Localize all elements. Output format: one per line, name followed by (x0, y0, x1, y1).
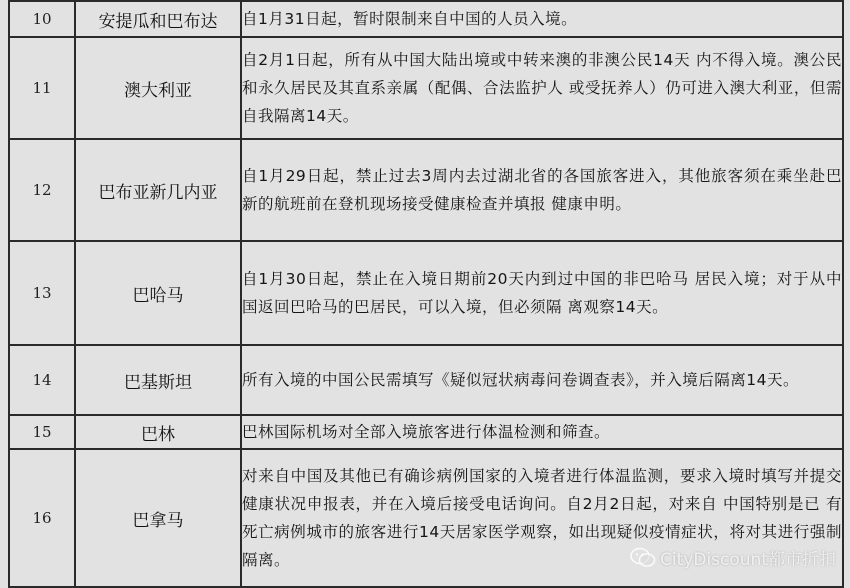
row-number: 16 (9, 449, 75, 587)
watermark-text: CityDiscount都市折扣 (660, 550, 836, 570)
table-row (9, 241, 843, 345)
country-name: 澳大利亚 (75, 37, 241, 139)
table-row (9, 345, 843, 415)
policy-text: 对来自中国及其他已有确诊病例国家的入境者进行体温监测，要求入境时填写并提交健康状况申报表，并在入境后接受电话询问。自2月2日起，对来自 中国特别是已 有死亡病例城市的旅客进行14天居家医学观察，如出现疑似疫情症状，将对其进行强制隔离。 (241, 449, 843, 587)
country-name: 巴布亚新几内亚 (75, 139, 241, 241)
policy-text: 巴林国际机场对全部入境旅客进行体温检测和筛查。 (241, 415, 843, 449)
table-row (9, 415, 843, 449)
watermark (630, 545, 836, 570)
policy-text: 所有入境的中国公民需填写《疑似冠状病毒问卷调查表》，并入境后隔离14天。 (241, 345, 843, 415)
entry-policy-table (8, 0, 844, 588)
policy-text: 自2月1日起，所有从中国大陆出境或中转来澳的非澳公民14天 内不得入境。澳公民和永久居民及其直系亲属（配偶、合法监护人 或受抚养人）仍可进入澳大利亚，但需自我隔离14天。 (241, 37, 843, 139)
country-name: 巴哈马 (75, 241, 241, 345)
country-name: 巴林 (75, 415, 241, 449)
country-name: 巴基斯坦 (75, 345, 241, 415)
table-row (9, 139, 843, 241)
row-number: 13 (9, 241, 75, 345)
row-number: 10 (9, 1, 75, 37)
row-number: 12 (9, 139, 75, 241)
row-number: 15 (9, 415, 75, 449)
policy-text: 自1月29日起，禁止过去3周内去过湖北省的各国旅客进入，其他旅客须在乘坐赴巴新的航班前在登机现场接受健康检查并填报 健康申明。 (241, 139, 843, 241)
table-row (9, 37, 843, 139)
country-name: 安提瓜和巴布达 (75, 1, 241, 37)
policy-text: 自1月30日起，禁止在入境日期前20天内到过中国的非巴哈马 居民入境；对于从中国返回巴哈马的巴居民，可以入境，但必须隔 离观察14天。 (241, 241, 843, 345)
table-row (9, 1, 843, 37)
row-number: 11 (9, 37, 75, 139)
wechat-icon (630, 547, 656, 569)
policy-text: 自1月31日起，暂时限制来自中国的人员入境。 (241, 1, 843, 37)
row-number: 14 (9, 345, 75, 415)
country-name: 巴拿马 (75, 449, 241, 587)
